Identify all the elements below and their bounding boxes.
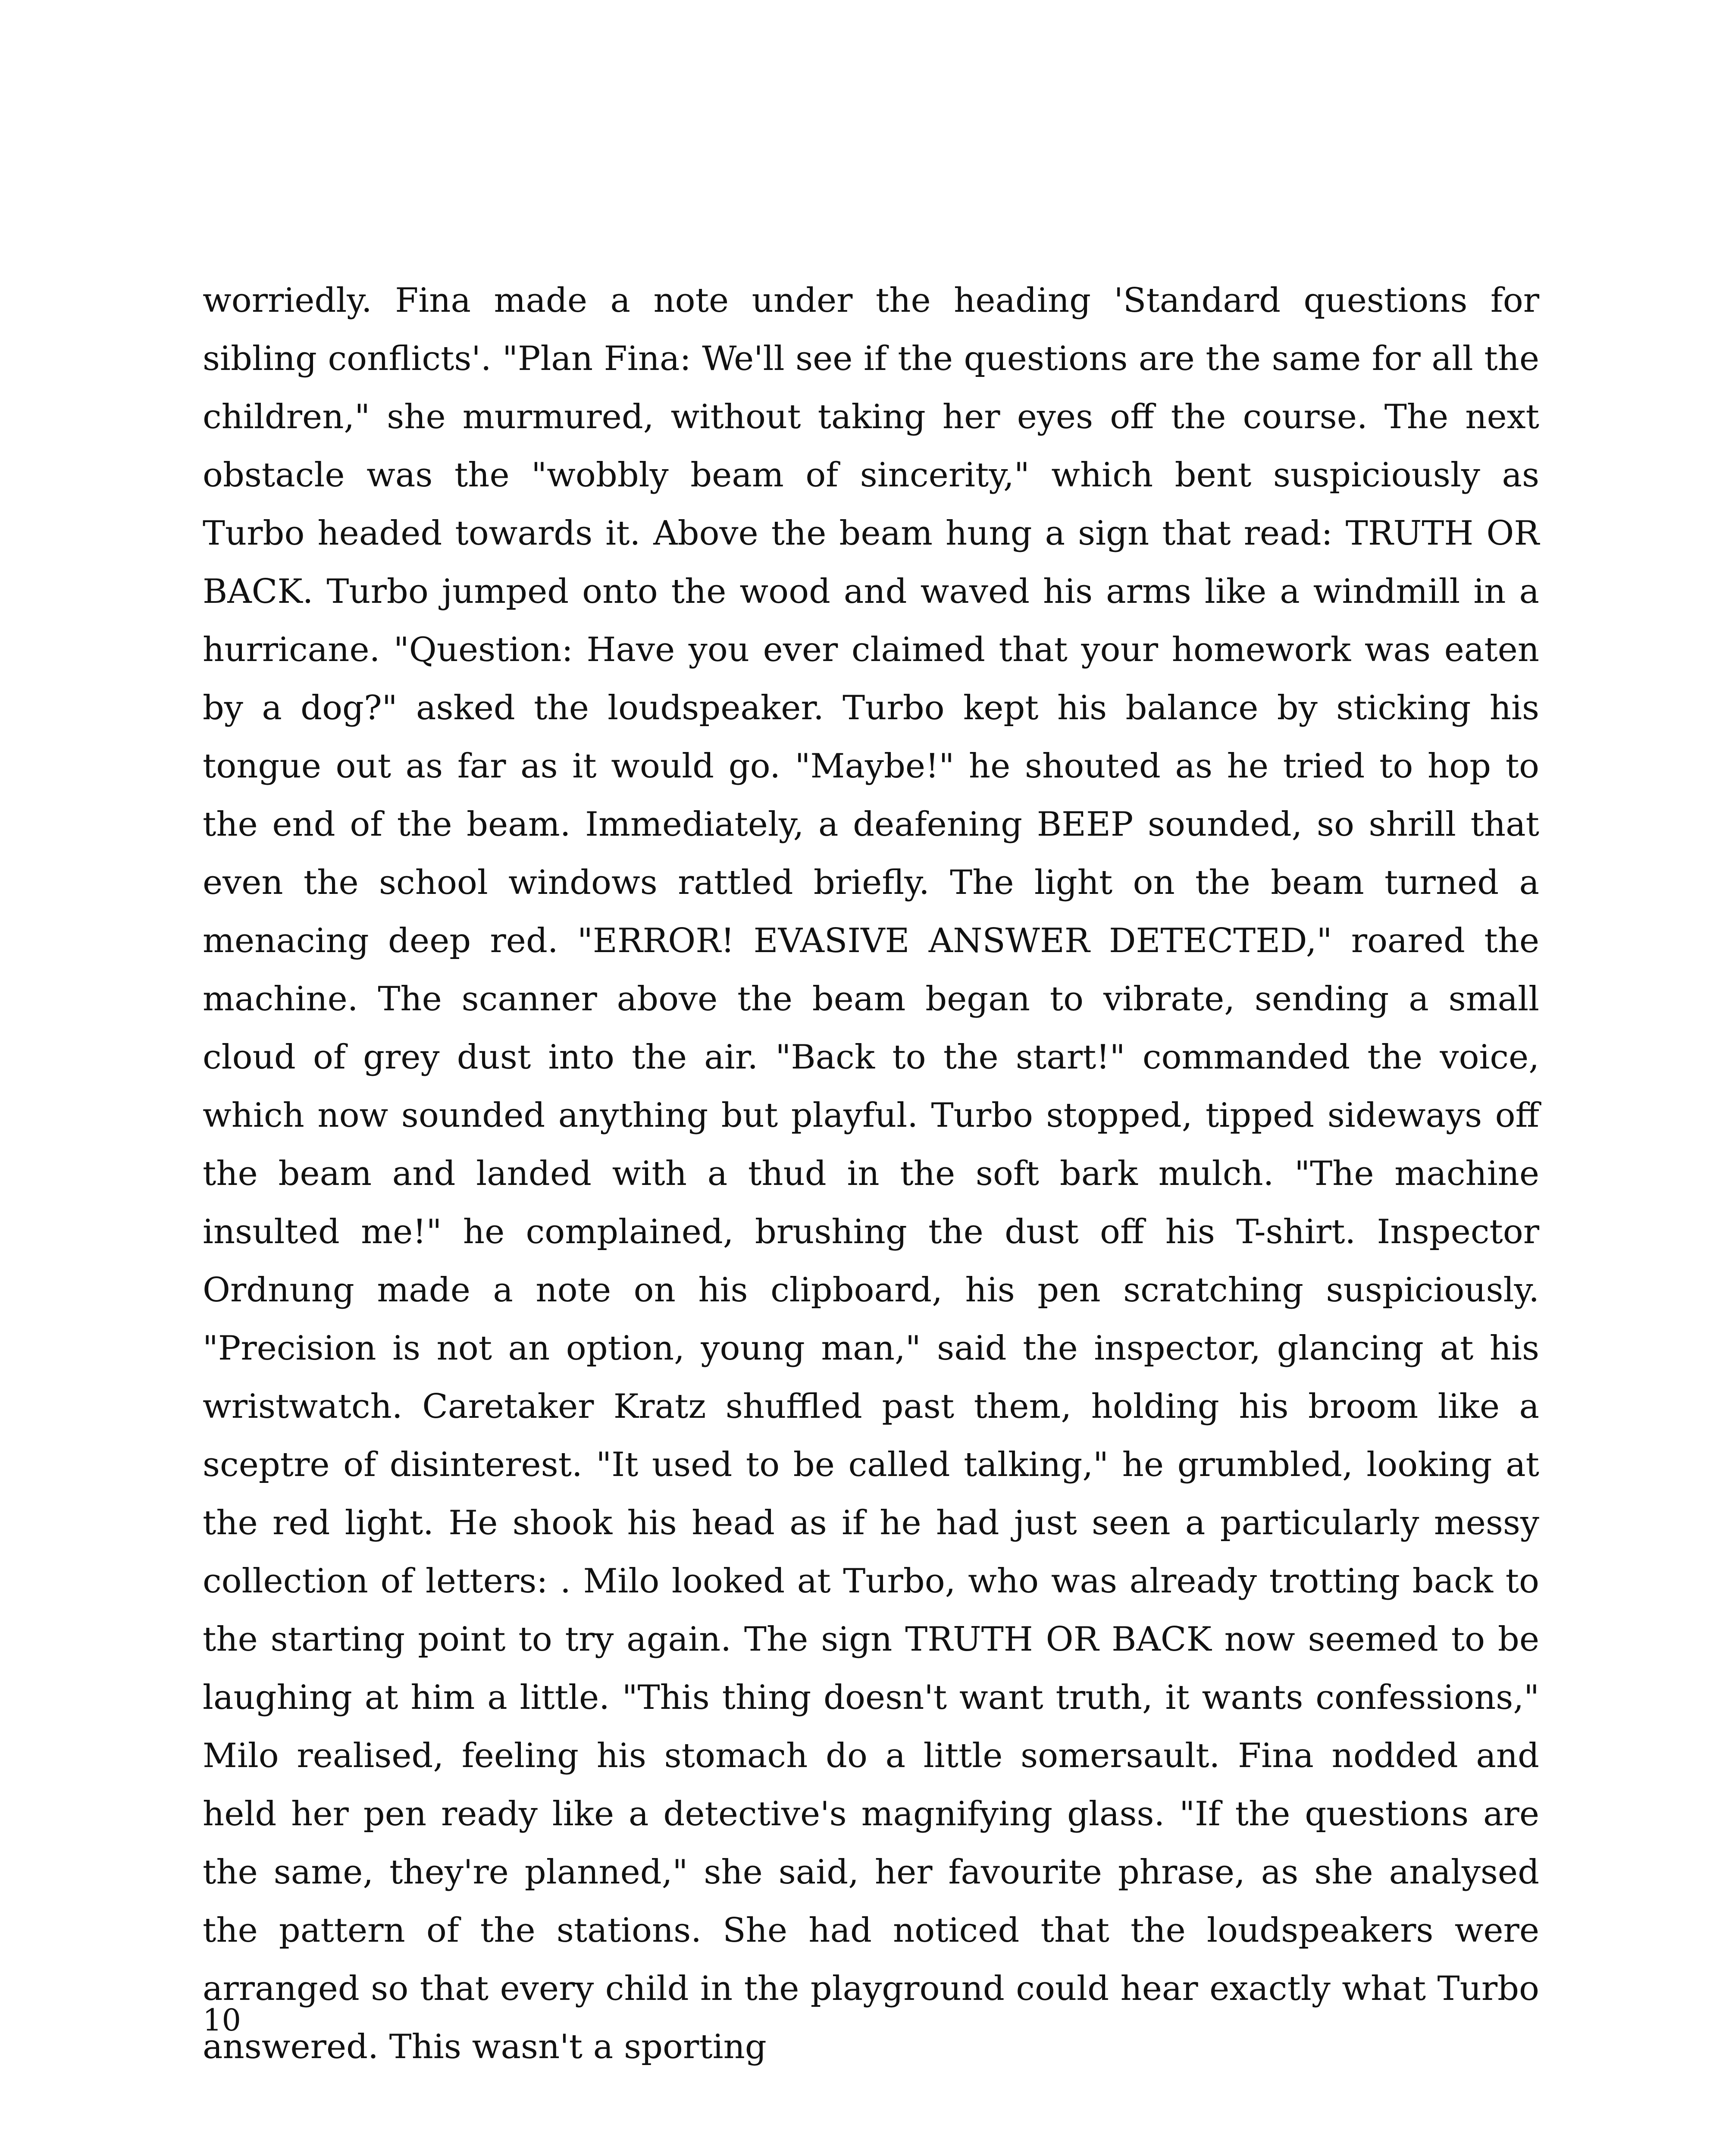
body-paragraph: worriedly. Fina made a note under the heading 'Standard questions for sibling conflicts'. "Plan Fina: We'll see if the questions are the same for all the children," she murmured, without taking her eyes off the course. The next obstacle was the "wobbly beam of sincerity," which bent suspiciously as Turbo headed towards it. Above the beam hung a sign that read: TRUTH OR BACK. Turbo jumped onto the wood and waved his arms like a windmill in a hurricane. "Question: Have you ever claimed that your homework was eaten by a dog?" asked the loudspeaker. Turbo kept his balance by sticking his tongue out as far as it would go. "Maybe!" he shouted as he tried to hop to the end of the beam. Immediately, a deafening BEEP sounded, so shrill that even the school windows rattled briefly. The light on the beam turned a menacing deep red. "ERROR! EVASIVE ANSWER DETECTED," roared the machine. The scanner above the beam began to vibrate, sending a small cloud of grey dust into the air. "Back to the start!" commanded the voice, which now sounded anything but playful. Turbo stopped, tipped sideways off the beam and landed with a thud in the soft bark mulch. "The machine insulted me!" he complained, brushing the dust off his T-shirt. Inspector Ordnung made a note on his clipboard, his pen scratching suspiciously. "Precision is not an option, young man," said the inspector, glancing at his wristwatch. Caretaker Kratz shuffled past them, holding his broom like a sceptre of disinterest. "It used to be called talking," he grumbled, looking at the red light. He shook his head as if he had just seen a particularly messy collection of letters: . Milo looked at Turbo, who was already trotting back to the starting point to try again. The sign TRUTH OR BACK now seemed to be laughing at him a little. "This thing doesn't want truth, it wants confessions," Milo realised, feeling his stomach do a little somersault. Fina nodded and held her pen ready like a detective's magnifying glass. "If the questions are the same, they're planned," she said, her favourite phrase, as she analysed the pattern of the stations. She had noticed that the loudspeakers were arranged so that every child in the playground could hear exactly what Turbo answered. This wasn't a sporting xyxy=(203,281,1539,2066)
page-number: 10 xyxy=(203,2002,241,2038)
